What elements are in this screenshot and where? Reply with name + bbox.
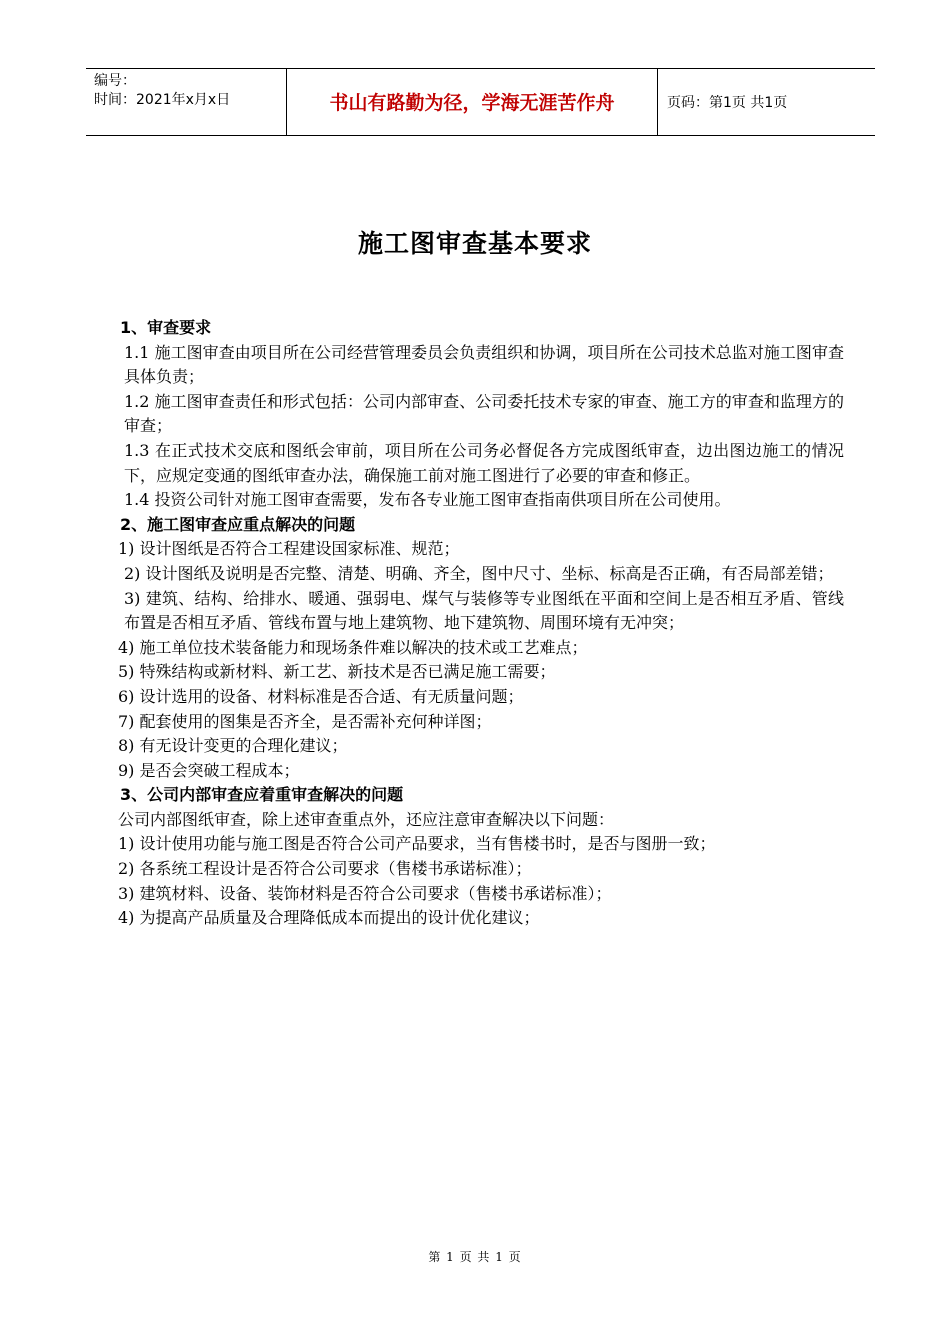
paragraph: 1.3 在正式技术交底和图纸会审前，项目所在公司务必督促各方完成图纸审查，边出图边施工的情况下，应规定变通的图纸审查办法，确保施工前对施工图进行了必要的审查和修正。 <box>124 440 844 485</box>
list-item: 2) 设计图纸及说明是否完整、清楚、明确、齐全，图中尺寸、坐标、标高是否正确，有否局部差错； <box>124 563 834 583</box>
paragraph: 1.4 投资公司针对施工图审查需要，发布各专业施工图审查指南供项目所在公司使用。 <box>124 490 731 510</box>
list-item: 3) 建筑材料、设备、装饰材料是否符合公司要求（售楼书承诺标准）； <box>118 883 612 903</box>
header-number: 编号： <box>94 73 136 89</box>
document-body <box>118 316 844 931</box>
paragraph: 1.2 施工图审查责任和形式包括：公司内部审查、公司委托技术专家的审查、施工方的审查和监理方的审查； <box>124 391 844 436</box>
document-header <box>86 68 875 136</box>
list-item: 6) 设计选用的设备、材料标准是否合适、有无质量问题； <box>118 686 524 706</box>
paragraph: 公司内部图纸审查，除上述审查重点外，还应注意审查解决以下问题： <box>118 809 615 829</box>
list-item: 2) 各系统工程设计是否符合公司要求（售楼书承诺标准）； <box>118 859 532 879</box>
section-2 <box>118 513 844 784</box>
list-item: 1) 设计图纸是否符合工程建设国家标准、规范； <box>118 539 460 559</box>
section-heading: 3、公司内部审查应着重审查解决的问题 <box>120 785 404 805</box>
list-item: 4) 施工单位技术装备能力和现场条件难以解决的技术或工艺难点； <box>118 637 588 657</box>
header-meta <box>86 69 286 135</box>
document-title: 施工图审查基本要求 <box>357 229 592 258</box>
list-item: 9) 是否会突破工程成本； <box>118 760 300 780</box>
list-item: 1) 设计使用功能与施工图是否符合公司产品要求，当有售楼书时，是否与图册一致； <box>118 834 716 854</box>
list-item: 8) 有无设计变更的合理化建议； <box>118 736 348 756</box>
list-item: 5) 特殊结构或新材料、新工艺、新技术是否已满足施工需要； <box>118 662 556 682</box>
list-item: 7) 配套使用的图集是否齐全，是否需补充何种详图； <box>118 711 492 731</box>
header-time: 时间：2021年x月x日 <box>94 92 231 108</box>
header-motto: 书山有路勤为径，学海无涯苦作舟 <box>286 69 658 135</box>
section-heading: 1、审查要求 <box>120 318 212 337</box>
paragraph: 1.1 施工图审查由项目所在公司经营管理委员会负责组织和协调，项目所在公司技术总监对施工图审查具体负责； <box>124 342 844 387</box>
list-item: 4) 为提高产品质量及合理降低成本而提出的设计优化建议； <box>118 908 540 928</box>
section-3 <box>118 783 844 931</box>
page-footer: 第 1 页 共 1 页 <box>428 1250 522 1264</box>
list-item: 3) 建筑、结构、给排水、暖通、强弱电、煤气与装修等专业图纸在平面和空间上是否相互矛盾、管线布置是否相互矛盾、管线布置与地上建筑物、地下建筑物、周围环境有无冲突； <box>124 588 844 633</box>
header-page-number: 页码：第1页 共1页 <box>667 95 788 111</box>
section-1 <box>118 316 844 513</box>
section-heading: 2、施工图审查应重点解决的问题 <box>120 514 356 534</box>
